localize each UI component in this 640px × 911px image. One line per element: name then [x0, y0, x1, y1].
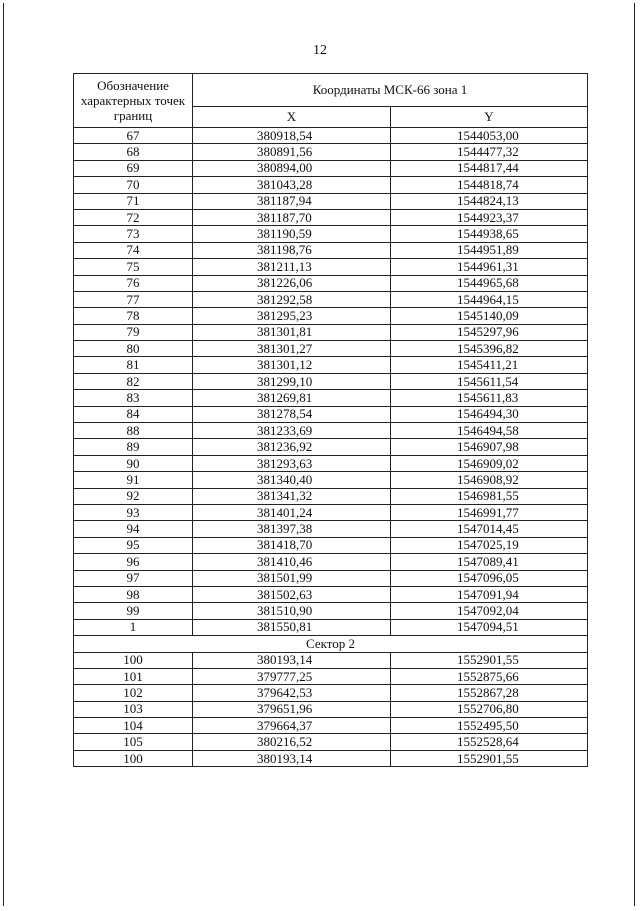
x-coordinate-cell: 381295,23 — [193, 308, 391, 324]
x-coordinate-cell: 381510,90 — [193, 603, 391, 619]
y-coordinate-cell: 1544477,32 — [391, 144, 588, 160]
table-row — [74, 668, 588, 684]
sector2-title: Сектор 2 — [74, 636, 588, 652]
y-coordinate-cell: 1547091,94 — [391, 586, 588, 602]
point-id-cell: 78 — [74, 308, 193, 324]
table-row — [74, 341, 588, 357]
point-id-cell: 67 — [74, 128, 193, 144]
x-coordinate-cell: 381226,06 — [193, 275, 391, 291]
point-id-cell: 99 — [74, 603, 193, 619]
point-id-cell: 101 — [74, 668, 193, 684]
coordinates-table — [73, 73, 588, 767]
y-coordinate-cell: 1547014,45 — [391, 521, 588, 537]
y-coordinate-cell: 1547094,51 — [391, 619, 588, 635]
sector2-title-row — [74, 636, 588, 652]
table-row — [74, 488, 588, 504]
x-coordinate-cell: 381187,70 — [193, 209, 391, 225]
y-coordinate-cell: 1545611,54 — [391, 373, 588, 389]
x-coordinate-cell: 381190,59 — [193, 226, 391, 242]
y-coordinate-cell: 1552706,80 — [391, 701, 588, 717]
point-id-cell: 96 — [74, 554, 193, 570]
point-id-cell: 93 — [74, 504, 193, 520]
point-id-cell: 97 — [74, 570, 193, 586]
y-coordinate-cell: 1544923,37 — [391, 209, 588, 225]
x-coordinate-cell: 380216,52 — [193, 734, 391, 750]
table-row — [74, 242, 588, 258]
x-coordinate-cell: 381198,76 — [193, 242, 391, 258]
point-id-cell: 105 — [74, 734, 193, 750]
y-coordinate-cell: 1552528,64 — [391, 734, 588, 750]
y-coordinate-cell: 1547092,04 — [391, 603, 588, 619]
x-coordinate-cell: 381502,63 — [193, 586, 391, 602]
y-coordinate-cell: 1546907,98 — [391, 439, 588, 455]
y-coordinate-cell: 1552867,28 — [391, 685, 588, 701]
y-coordinate-cell: 1544053,00 — [391, 128, 588, 144]
table-row — [74, 455, 588, 471]
table-row — [74, 718, 588, 734]
page-number: 12 — [313, 43, 327, 58]
table-row — [74, 193, 588, 209]
sector2-section — [74, 636, 588, 652]
y-coordinate-cell: 1544965,68 — [391, 275, 588, 291]
x-coordinate-cell: 380894,00 — [193, 160, 391, 176]
y-column-header: Y — [391, 107, 588, 128]
table-row — [74, 275, 588, 291]
point-id-cell: 82 — [74, 373, 193, 389]
point-id-header: Обозначение характерных точек границ — [74, 74, 193, 128]
x-coordinate-cell: 380193,14 — [193, 750, 391, 766]
x-coordinate-cell: 381233,69 — [193, 423, 391, 439]
x-coordinate-cell: 381236,92 — [193, 439, 391, 455]
x-coordinate-cell: 381278,54 — [193, 406, 391, 422]
table-row — [74, 439, 588, 455]
y-coordinate-cell: 1552495,50 — [391, 718, 588, 734]
point-id-cell: 98 — [74, 586, 193, 602]
y-coordinate-cell: 1546494,30 — [391, 406, 588, 422]
table-row — [74, 209, 588, 225]
point-id-cell: 103 — [74, 701, 193, 717]
x-coordinate-cell: 381501,99 — [193, 570, 391, 586]
point-id-cell: 92 — [74, 488, 193, 504]
sector1-rows — [74, 128, 588, 636]
point-id-cell: 94 — [74, 521, 193, 537]
x-coordinate-cell: 381292,58 — [193, 291, 391, 307]
point-id-cell: 75 — [74, 259, 193, 275]
table-row — [74, 521, 588, 537]
x-coordinate-cell: 381550,81 — [193, 619, 391, 635]
point-id-cell: 69 — [74, 160, 193, 176]
point-id-cell: 90 — [74, 455, 193, 471]
x-coordinate-cell: 381301,12 — [193, 357, 391, 373]
y-coordinate-cell: 1546991,77 — [391, 504, 588, 520]
table-row — [74, 390, 588, 406]
x-coordinate-cell: 381397,38 — [193, 521, 391, 537]
table-row — [74, 226, 588, 242]
x-coordinate-cell: 381269,81 — [193, 390, 391, 406]
y-coordinate-cell: 1546981,55 — [391, 488, 588, 504]
x-coordinate-cell: 381301,81 — [193, 324, 391, 340]
x-coordinate-cell: 381341,32 — [193, 488, 391, 504]
x-coordinate-cell: 379642,53 — [193, 685, 391, 701]
table-row — [74, 570, 588, 586]
point-id-cell: 70 — [74, 177, 193, 193]
point-id-cell: 104 — [74, 718, 193, 734]
x-coordinate-cell: 381293,63 — [193, 455, 391, 471]
point-id-cell: 74 — [74, 242, 193, 258]
table-row — [74, 308, 588, 324]
point-id-cell: 77 — [74, 291, 193, 307]
table-row — [74, 586, 588, 602]
y-coordinate-cell: 1544818,74 — [391, 177, 588, 193]
x-coordinate-cell: 381401,24 — [193, 504, 391, 520]
y-coordinate-cell: 1552901,55 — [391, 750, 588, 766]
table-row — [74, 554, 588, 570]
point-id-cell: 68 — [74, 144, 193, 160]
y-coordinate-cell: 1545140,09 — [391, 308, 588, 324]
y-coordinate-cell: 1545611,83 — [391, 390, 588, 406]
point-id-cell: 100 — [74, 750, 193, 766]
table-row — [74, 504, 588, 520]
x-coordinate-cell: 381340,40 — [193, 472, 391, 488]
x-coordinate-cell: 379651,96 — [193, 701, 391, 717]
y-coordinate-cell: 1545411,21 — [391, 357, 588, 373]
table-row — [74, 128, 588, 144]
table-row — [74, 177, 588, 193]
table-row — [74, 291, 588, 307]
point-id-cell: 84 — [74, 406, 193, 422]
table-row — [74, 259, 588, 275]
point-id-cell: 83 — [74, 390, 193, 406]
y-coordinate-cell: 1547025,19 — [391, 537, 588, 553]
x-coordinate-cell: 381410,46 — [193, 554, 391, 570]
table-row — [74, 423, 588, 439]
table-row — [74, 357, 588, 373]
y-coordinate-cell: 1552901,55 — [391, 652, 588, 668]
point-id-cell: 79 — [74, 324, 193, 340]
table-row — [74, 685, 588, 701]
point-id-cell: 76 — [74, 275, 193, 291]
y-coordinate-cell: 1544964,15 — [391, 291, 588, 307]
point-id-cell: 1 — [74, 619, 193, 635]
table-row — [74, 652, 588, 668]
y-coordinate-cell: 1544961,31 — [391, 259, 588, 275]
x-coordinate-cell: 381301,27 — [193, 341, 391, 357]
y-coordinate-cell: 1547089,41 — [391, 554, 588, 570]
point-id-cell: 73 — [74, 226, 193, 242]
y-coordinate-cell: 1544817,44 — [391, 160, 588, 176]
point-id-cell: 100 — [74, 652, 193, 668]
x-coordinate-cell: 380918,54 — [193, 128, 391, 144]
x-coordinate-cell: 379777,25 — [193, 668, 391, 684]
x-coordinate-cell: 379664,37 — [193, 718, 391, 734]
y-coordinate-cell: 1546908,92 — [391, 472, 588, 488]
table-row — [74, 603, 588, 619]
y-coordinate-cell: 1545396,82 — [391, 341, 588, 357]
sector2-rows — [74, 652, 588, 767]
x-coordinate-cell: 380193,14 — [193, 652, 391, 668]
table-row — [74, 750, 588, 766]
x-coordinate-cell: 381299,10 — [193, 373, 391, 389]
y-coordinate-cell: 1547096,05 — [391, 570, 588, 586]
point-id-cell: 72 — [74, 209, 193, 225]
point-id-cell: 89 — [74, 439, 193, 455]
table-row — [74, 144, 588, 160]
y-coordinate-cell: 1544824,13 — [391, 193, 588, 209]
y-coordinate-cell: 1546494,58 — [391, 423, 588, 439]
point-id-cell: 80 — [74, 341, 193, 357]
point-id-cell: 71 — [74, 193, 193, 209]
point-id-cell: 91 — [74, 472, 193, 488]
y-coordinate-cell: 1544951,89 — [391, 242, 588, 258]
x-coordinate-cell: 380891,56 — [193, 144, 391, 160]
x-coordinate-cell: 381187,94 — [193, 193, 391, 209]
y-coordinate-cell: 1545297,96 — [391, 324, 588, 340]
table-row — [74, 406, 588, 422]
coordinates-group-header: Координаты МСК-66 зона 1 — [193, 74, 588, 107]
point-id-cell: 81 — [74, 357, 193, 373]
x-column-header: X — [193, 107, 391, 128]
x-coordinate-cell: 381418,70 — [193, 537, 391, 553]
table-row — [74, 472, 588, 488]
point-id-cell: 88 — [74, 423, 193, 439]
table-row — [74, 373, 588, 389]
table-row — [74, 701, 588, 717]
table-row — [74, 324, 588, 340]
table-row — [74, 619, 588, 635]
point-id-cell: 95 — [74, 537, 193, 553]
table-row — [74, 537, 588, 553]
y-coordinate-cell: 1546909,02 — [391, 455, 588, 471]
y-coordinate-cell: 1544938,65 — [391, 226, 588, 242]
table-row — [74, 160, 588, 176]
y-coordinate-cell: 1552875,66 — [391, 668, 588, 684]
point-id-cell: 102 — [74, 685, 193, 701]
table-row — [74, 734, 588, 750]
x-coordinate-cell: 381043,28 — [193, 177, 391, 193]
x-coordinate-cell: 381211,13 — [193, 259, 391, 275]
